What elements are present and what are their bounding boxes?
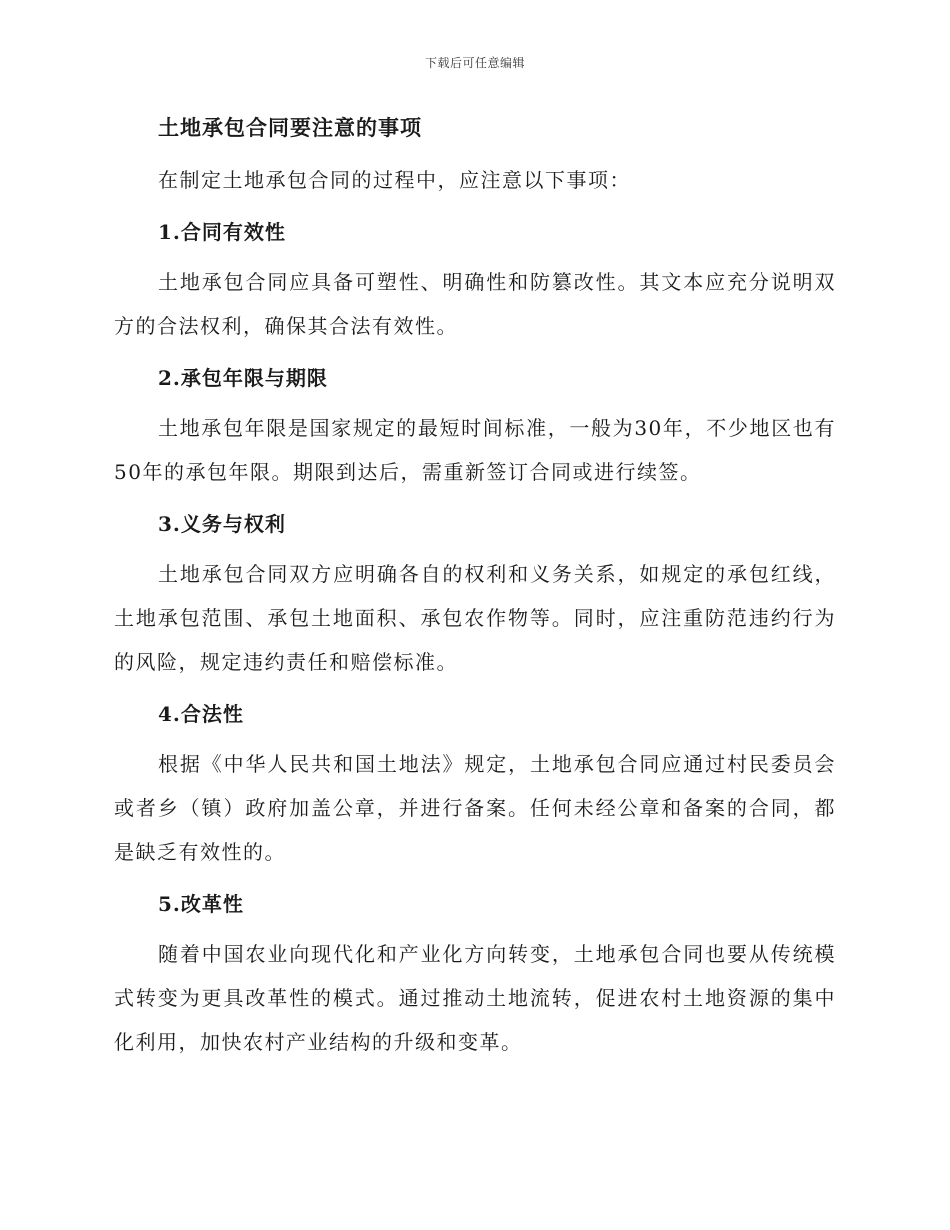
header-note: 下载后可任意编辑 bbox=[424, 56, 525, 70]
section-3 bbox=[114, 504, 836, 684]
section-heading: 2.承包年限与期限 bbox=[158, 366, 328, 390]
section-body: 土地承包合同应具备可塑性、明确性和防篡改性。其文本应充分说明双方的合法权利，确保其合法有效性。 bbox=[114, 270, 836, 338]
section-1 bbox=[114, 212, 836, 348]
section-2 bbox=[114, 358, 836, 494]
section-heading: 3.义务与权利 bbox=[158, 512, 286, 536]
section-5 bbox=[114, 884, 836, 1064]
document-title: 土地承包合同要注意的事项 bbox=[158, 115, 422, 140]
section-heading: 1.合同有效性 bbox=[158, 220, 286, 244]
section-heading: 4.合法性 bbox=[158, 702, 244, 726]
section-body: 土地承包年限是国家规定的最短时间标准，一般为30年，不少地区也有50年的承包年限。期限到达后，需重新签订合同或进行续签。 bbox=[114, 416, 836, 484]
section-heading: 5.改革性 bbox=[158, 892, 244, 916]
document-body bbox=[114, 108, 836, 1064]
section-body: 根据《中华人民共和国土地法》规定，土地承包合同应通过村民委员会或者乡（镇）政府加盖公章，并进行备案。任何未经公章和备案的合同，都是缺乏有效性的。 bbox=[114, 752, 836, 864]
section-body: 随着中国农业向现代化和产业化方向转变，土地承包合同也要从传统模式转变为更具改革性的模式。通过推动土地流转，促进农村土地资源的集中化利用，加快农村产业结构的升级和变革。 bbox=[114, 942, 836, 1054]
section-body: 土地承包合同双方应明确各自的权利和义务关系，如规定的承包红线，土地承包范围、承包土地面积、承包农作物等。同时，应注重防范违约行为的风险，规定违约责任和赔偿标准。 bbox=[114, 562, 836, 674]
section-4 bbox=[114, 694, 836, 874]
intro-paragraph: 在制定土地承包合同的过程中，应注意以下事项： bbox=[158, 168, 631, 192]
